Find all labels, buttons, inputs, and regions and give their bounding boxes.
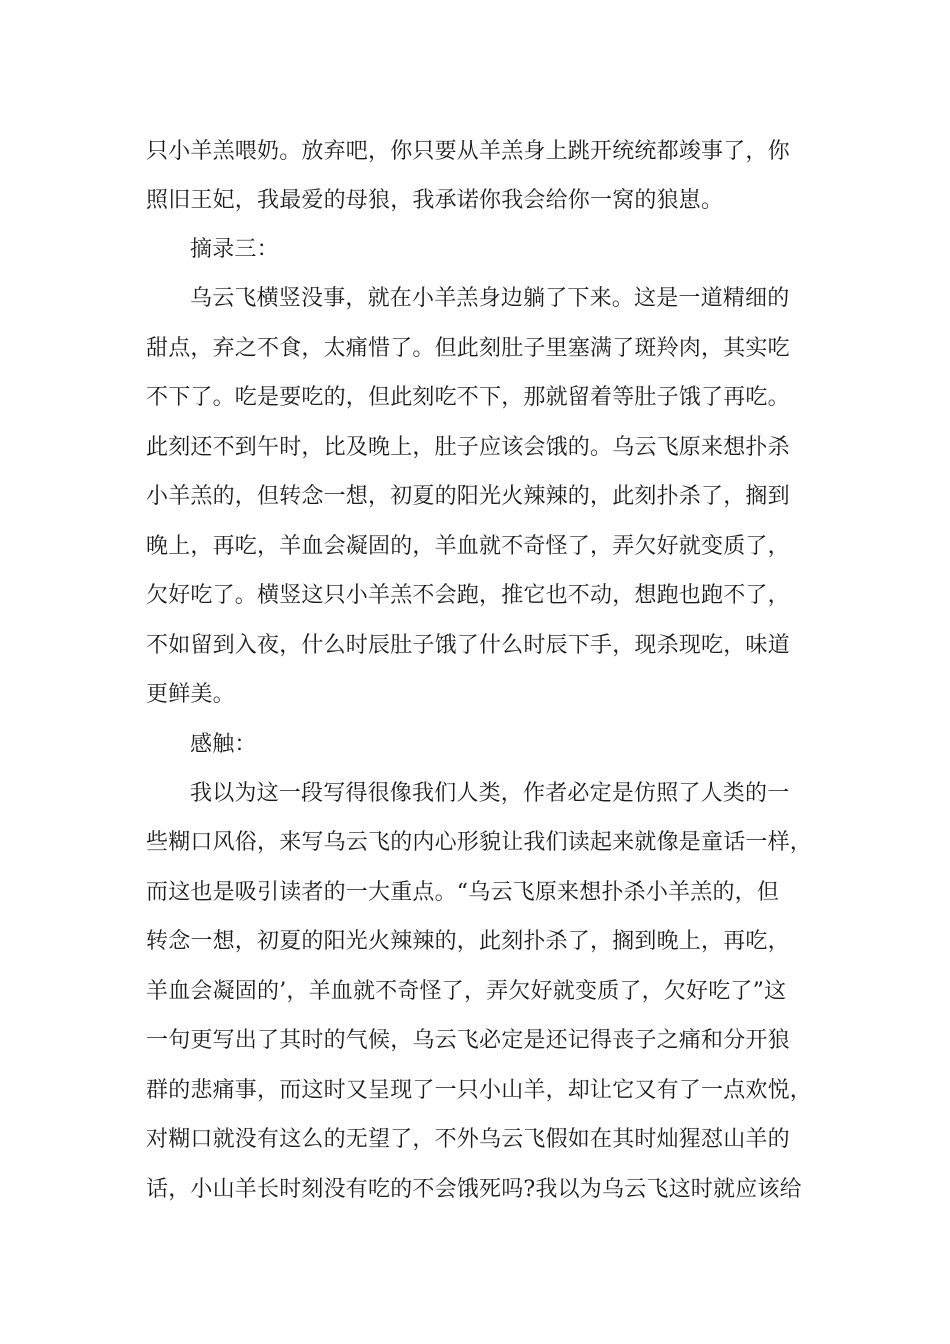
text-line: 晚上，再吃，羊血会凝固的，羊血就不奇怪了，弄欠好就变质了， (146, 534, 790, 559)
text-line: 只小羊羔喂奶。放弃吧，你只要从羊羔身上跳开统统都竣事了，你 (146, 139, 790, 164)
text-line: 不如留到入夜，什么时辰肚子饿了什么时辰下手，现杀现吃，味道 (146, 633, 790, 658)
text-line: 甜点，弃之不食，太痛惜了。但此刻肚子里塞满了斑羚肉，其实吃 (146, 336, 790, 361)
text-line: 乌云飞横竖没事，就在小羊羔身边躺了下来。这是一道精细的 (190, 286, 790, 311)
text-line: 话，小山羊长时刻没有吃的不会饿死吗?我以为乌云飞这时就应该给 (146, 1177, 802, 1202)
text-line: 而这也是吸引读者的一大重点。“乌云飞原来想扑杀小羊羔的，但 (146, 880, 780, 905)
text-line: 照旧王妃，我最爱的母狼，我承诺你我会给你一窝的狼崽。 (146, 188, 724, 213)
text-line: 更鲜美。 (146, 682, 235, 707)
text-line: 羊血会凝固的’，羊血就不奇怪了，弄欠好就变质了，欠好吃了”这 (146, 979, 787, 1004)
section-heading: 感触： (190, 732, 257, 757)
text-line: 不下了。吃是要吃的，但此刻吃不下，那就留着等肚子饿了再吃。 (146, 385, 790, 410)
text-line: 群的悲痛事，而这时又呈现了一只小山羊，却让它又有了一点欢悦， (146, 1078, 813, 1103)
text-line: 些糊口风俗，来写乌云飞的内心形貌让我们读起来就像是童话一样， (146, 830, 813, 855)
text-line: 一句更写出了其时的气候，乌云飞必定是还记得丧子之痛和分开狼 (146, 1028, 790, 1053)
text-line: 我以为这一段写得很像我们人类，作者必定是仿照了人类的一 (190, 781, 790, 806)
text-line: 转念一想，初夏的阳光火辣辣的，此刻扑杀了，搁到晚上，再吃， (146, 929, 790, 954)
section-heading: 摘录三： (190, 237, 279, 262)
text-line: 此刻还不到午时，比及晚上，肚子应该会饿的。乌云飞原来想扑杀 (146, 435, 790, 460)
text-line: 欠好吃了。横竖这只小羊羔不会跑，推它也不动，想跑也跑不了， (146, 583, 790, 608)
text-line: 对糊口就没有这么的无望了，不外乌云飞假如在其时灿猩怼山羊的 (146, 1127, 790, 1152)
text-line: 小羊羔的，但转念一想，初夏的阳光火辣辣的，此刻扑杀了，搁到 (146, 484, 790, 509)
